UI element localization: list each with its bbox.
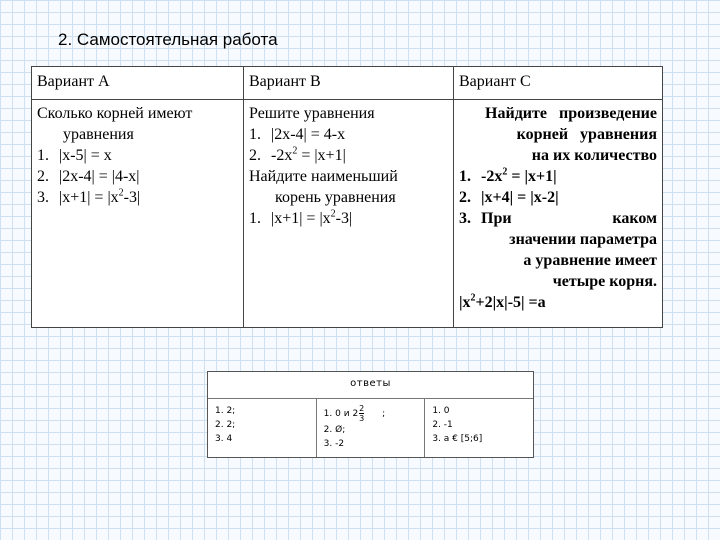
header-row [32,67,663,100]
answers-variant-c [425,399,533,457]
variant-c-param-3: четыре корня. [552,273,657,290]
answer-line: 3. -2 [323,439,345,449]
variant-c-tasks [454,100,663,328]
list-item: 2. $-2x^2 = |x+1|$ [249,145,346,164]
variant-a-intro-cont: уравнения [63,126,134,143]
variant-c-param-1: значении параметра [509,231,657,248]
variant-b-header: Вариант В [244,67,454,100]
variant-b-tasks [244,100,454,328]
answer-line: 2. 2; [215,420,236,430]
list-item: 1. |x-5| = x [37,147,112,164]
answers-variant-b [317,399,426,457]
variant-c-intro-cont: корней уравнения [516,126,657,143]
list-item: 1. |2x-4| = 4-x [249,126,346,143]
variants-table [31,66,663,328]
answer-line: 3. a € [5;6] [432,434,483,444]
list-item: 2. |2x-4| = |4-x| [37,168,140,185]
variant-a-header: Вариант А [32,67,244,100]
variant-c-param-2: а уравнение имеет [523,252,657,269]
tasks-row [32,100,663,328]
answers-variant-a [208,399,317,457]
answers-grid [208,398,533,457]
answers-title: ответы [350,378,391,389]
variant-a-intro: Сколько корней имеют [37,105,193,122]
variant-c-intro: Найдите произведение [485,105,657,122]
answer-line: 2. Ø; [323,425,346,435]
variant-c-equation: $|x^2+2|x|-5| =a$ [459,292,546,311]
variant-c-intro-cont2: на их количество [531,147,657,164]
variant-b-subtask: Найдите наименьший [249,168,398,185]
list-item: 1. $-2x^2 = |x+1|$ [459,166,557,185]
answers-box [207,371,534,458]
list-item: 1. $|x+1| = |x^2-3|$ [249,208,353,227]
answer-line: 1. 0 [432,406,450,416]
variant-c-header: Вариант С [454,67,663,100]
page-title: 2. Самостоятельная работа [58,30,278,49]
list-item: 2. |x+4| = |x-2| [459,189,559,206]
variant-b-subtask-cont: корень уравнения [275,189,396,206]
answer-line: 2. -1 [432,420,453,430]
fraction: $\frac{2}{3}$ [359,404,365,423]
answer-line: 1. 0 и 2 $\frac{2}{3}$ ; [323,404,386,423]
variant-a-tasks [32,100,244,328]
answer-line: 3. 4 [215,434,233,444]
list-item: 3. $|x+1| = |x^2-3|$ [37,187,141,206]
variant-b-intro: Решите уравнения [249,105,375,122]
list-item: 3. При каком [459,210,657,227]
answer-line: 1. 2; [215,406,236,416]
